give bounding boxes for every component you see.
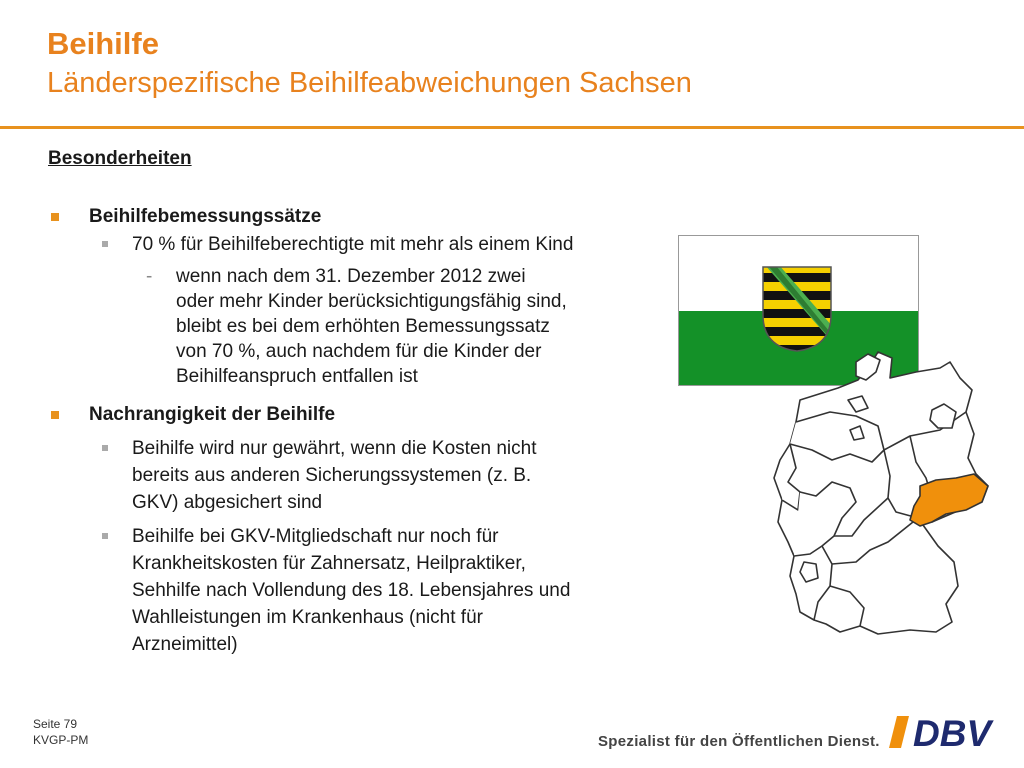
germany-map-icon	[760, 350, 1000, 640]
document-code: KVGP-PM	[33, 733, 89, 747]
sub-bullet-line: 70 % für Beihilfeberechtigte mit mehr als einem Kind	[132, 234, 574, 255]
dash-line: bleibt es bei dem erhöhten Bemessungssatz	[176, 316, 550, 337]
page-subtitle: Länderspezifische Beihilfeabweichungen Sachsen	[47, 67, 692, 99]
grey-square-bullet-icon	[102, 241, 108, 247]
page-number: Seite 79	[33, 717, 78, 731]
dash-bullet-icon: -	[146, 266, 153, 287]
dash-line: oder mehr Kinder berücksichtigungsfähig sind,	[176, 291, 567, 312]
sub-bullet-line: Arzneimittel)	[132, 634, 238, 655]
sub-bullet-line: GKV) abgesichert sind	[132, 492, 323, 513]
sub-bullet-line: Wahlleistungen im Krankenhaus (nicht für	[132, 607, 483, 628]
grey-square-bullet-icon	[102, 533, 108, 539]
company-slogan: Spezialist für den Öffentlichen Dienst.	[598, 733, 880, 750]
bullet-label: Beihilfebemessungssätze	[89, 206, 322, 227]
logo-text: DBV	[913, 713, 992, 752]
sub-bullet-line: Beihilfe bei GKV-Mitgliedschaft nur noch für	[132, 526, 499, 547]
sub-bullet-line: Sehhilfe nach Vollendung des 18. Lebensjahres und	[132, 580, 571, 601]
dbv-logo-icon	[887, 712, 1005, 752]
title-divider	[0, 126, 1024, 129]
dash-line: von 70 %, auch nachdem für die Kinder der	[176, 341, 542, 362]
page-title: Beihilfe	[47, 26, 159, 61]
sub-bullet-line: Beihilfe wird nur gewährt, wenn die Kosten nicht	[132, 438, 537, 459]
orange-square-bullet-icon	[51, 411, 59, 419]
orange-square-bullet-icon	[51, 213, 59, 221]
sub-bullet-line: bereits aus anderen Sicherungssystemen (z. B.	[132, 465, 532, 486]
coat-of-arms-icon	[761, 265, 833, 353]
sub-bullet-line: Krankheitskosten für Zahnersatz, Heilpraktiker,	[132, 553, 526, 574]
grey-square-bullet-icon	[102, 445, 108, 451]
dash-line: wenn nach dem 31. Dezember 2012 zwei	[176, 266, 526, 287]
section-heading: Besonderheiten	[48, 148, 192, 169]
bullet-label: Nachrangigkeit der Beihilfe	[89, 404, 336, 425]
dash-line: Beihilfeanspruch entfallen ist	[176, 366, 418, 387]
